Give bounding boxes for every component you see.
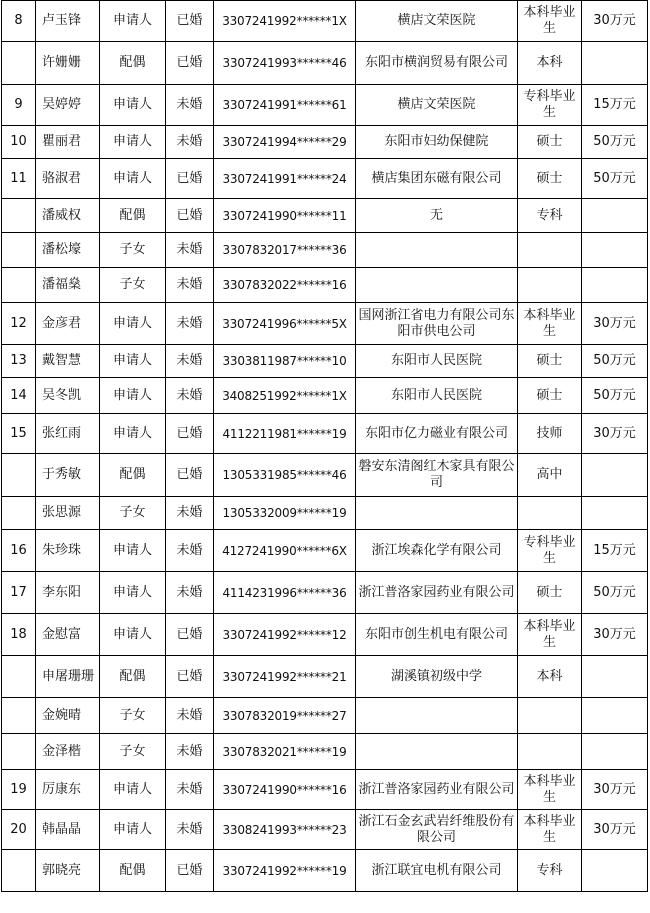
id-number-cell: 3307832017******36 <box>214 233 356 268</box>
work-unit-cell: 横店文荣医院 <box>356 85 518 126</box>
education-cell <box>518 734 582 770</box>
marital-status-cell: 已婚 <box>166 454 214 497</box>
id-number-cell: 3308241993******23 <box>214 810 356 850</box>
row-number-cell: 17 <box>2 572 36 614</box>
education-cell: 硕士 <box>518 126 582 159</box>
education-cell: 本科毕业生 <box>518 303 582 345</box>
id-number-cell: 3307241991******24 <box>214 159 356 199</box>
subsidy-amount-cell <box>582 199 648 233</box>
name-cell: 金泽楷 <box>36 734 100 770</box>
id-number-cell: 3307241990******11 <box>214 199 356 233</box>
table-row <box>2 698 648 734</box>
row-number-cell: 9 <box>2 85 36 126</box>
table-row <box>2 233 648 268</box>
table-row <box>2 572 648 614</box>
row-number-cell: 15 <box>2 414 36 454</box>
row-number-cell <box>2 199 36 233</box>
subsidy-amount-cell <box>582 497 648 530</box>
name-cell: 申屠珊珊 <box>36 656 100 698</box>
id-number-cell: 3307241996******5X <box>214 303 356 345</box>
row-number-cell: 11 <box>2 159 36 199</box>
relation-cell: 子女 <box>100 268 166 303</box>
relation-cell: 配偶 <box>100 42 166 85</box>
name-cell: 金慰富 <box>36 614 100 656</box>
subsidy-amount-cell: 30万元 <box>582 810 648 850</box>
id-number-cell: 4114231996******36 <box>214 572 356 614</box>
marital-status-cell: 未婚 <box>166 126 214 159</box>
id-number-cell: 3307241992******21 <box>214 656 356 698</box>
relation-cell: 申请人 <box>100 414 166 454</box>
id-number-cell: 4112211981******19 <box>214 414 356 454</box>
work-unit-cell: 磐安东清阁红木家具有限公司 <box>356 454 518 497</box>
work-unit-cell <box>356 497 518 530</box>
work-unit-cell: 东阳市人民医院 <box>356 345 518 378</box>
table-row <box>2 268 648 303</box>
education-cell: 硕士 <box>518 572 582 614</box>
row-number-cell: 20 <box>2 810 36 850</box>
marital-status-cell: 已婚 <box>166 42 214 85</box>
name-cell: 韩晶晶 <box>36 810 100 850</box>
relation-cell: 子女 <box>100 233 166 268</box>
name-cell: 瞿丽君 <box>36 126 100 159</box>
name-cell: 郭晓亮 <box>36 850 100 892</box>
subsidy-amount-cell: 15万元 <box>582 85 648 126</box>
row-number-cell <box>2 698 36 734</box>
relation-cell: 配偶 <box>100 199 166 233</box>
name-cell: 李东阳 <box>36 572 100 614</box>
table-row <box>2 414 648 454</box>
id-number-cell: 3307241992******1X <box>214 1 356 42</box>
id-number-cell: 1305332009******19 <box>214 497 356 530</box>
marital-status-cell: 已婚 <box>166 656 214 698</box>
name-cell: 张思源 <box>36 497 100 530</box>
row-number-cell: 13 <box>2 345 36 378</box>
id-number-cell: 3307832022******16 <box>214 268 356 303</box>
name-cell: 戴智慧 <box>36 345 100 378</box>
id-number-cell: 3307241992******19 <box>214 850 356 892</box>
education-cell: 本科毕业生 <box>518 770 582 810</box>
id-number-cell: 3307241991******61 <box>214 85 356 126</box>
education-cell: 本科毕业生 <box>518 810 582 850</box>
row-number-cell: 19 <box>2 770 36 810</box>
row-number-cell: 12 <box>2 303 36 345</box>
subsidy-amount-cell: 30万元 <box>582 770 648 810</box>
row-number-cell: 16 <box>2 530 36 572</box>
subsidy-amount-cell <box>582 656 648 698</box>
subsidy-amount-cell <box>582 42 648 85</box>
id-number-cell: 3307241994******29 <box>214 126 356 159</box>
name-cell: 骆淑君 <box>36 159 100 199</box>
row-number-cell: 10 <box>2 126 36 159</box>
name-cell: 许姗姗 <box>36 42 100 85</box>
table-row <box>2 303 648 345</box>
talent-housing-subsidy-table-container <box>1 0 648 892</box>
marital-status-cell: 已婚 <box>166 614 214 656</box>
marital-status-cell: 已婚 <box>166 199 214 233</box>
marital-status-cell: 已婚 <box>166 414 214 454</box>
relation-cell: 子女 <box>100 734 166 770</box>
work-unit-cell <box>356 268 518 303</box>
table-body <box>2 1 648 892</box>
table-row <box>2 497 648 530</box>
marital-status-cell: 未婚 <box>166 530 214 572</box>
row-number-cell <box>2 233 36 268</box>
relation-cell: 申请人 <box>100 126 166 159</box>
row-number-cell: 14 <box>2 378 36 414</box>
row-number-cell <box>2 656 36 698</box>
subsidy-amount-cell: 50万元 <box>582 378 648 414</box>
marital-status-cell: 未婚 <box>166 85 214 126</box>
marital-status-cell: 未婚 <box>166 345 214 378</box>
id-number-cell: 3307832021******19 <box>214 734 356 770</box>
table-row <box>2 378 648 414</box>
subsidy-applicant-table <box>1 0 648 892</box>
marital-status-cell: 已婚 <box>166 850 214 892</box>
id-number-cell: 4127241990******6X <box>214 530 356 572</box>
relation-cell: 申请人 <box>100 378 166 414</box>
subsidy-amount-cell: 30万元 <box>582 303 648 345</box>
subsidy-amount-cell <box>582 850 648 892</box>
education-cell: 本科 <box>518 656 582 698</box>
id-number-cell: 3307241993******46 <box>214 42 356 85</box>
work-unit-cell: 东阳市亿力磁业有限公司 <box>356 414 518 454</box>
work-unit-cell: 横店文荣医院 <box>356 1 518 42</box>
id-number-cell: 3307241992******12 <box>214 614 356 656</box>
subsidy-amount-cell: 50万元 <box>582 159 648 199</box>
education-cell: 技师 <box>518 414 582 454</box>
relation-cell: 申请人 <box>100 572 166 614</box>
subsidy-amount-cell: 50万元 <box>582 126 648 159</box>
marital-status-cell: 未婚 <box>166 303 214 345</box>
table-row <box>2 159 648 199</box>
work-unit-cell: 国网浙江省电力有限公司东阳市供电公司 <box>356 303 518 345</box>
name-cell: 于秀敏 <box>36 454 100 497</box>
marital-status-cell: 未婚 <box>166 378 214 414</box>
id-number-cell: 3408251992******1X <box>214 378 356 414</box>
work-unit-cell: 浙江石金玄武岩纤维股份有限公司 <box>356 810 518 850</box>
education-cell: 专科 <box>518 199 582 233</box>
education-cell <box>518 233 582 268</box>
name-cell: 厉康东 <box>36 770 100 810</box>
name-cell: 潘福燊 <box>36 268 100 303</box>
subsidy-amount-cell: 50万元 <box>582 572 648 614</box>
education-cell: 专科毕业生 <box>518 530 582 572</box>
education-cell: 硕士 <box>518 159 582 199</box>
education-cell <box>518 698 582 734</box>
name-cell: 吴婷婷 <box>36 85 100 126</box>
row-number-cell <box>2 42 36 85</box>
work-unit-cell: 东阳市人民医院 <box>356 378 518 414</box>
table-row <box>2 656 648 698</box>
name-cell: 金婉晴 <box>36 698 100 734</box>
education-cell: 硕士 <box>518 345 582 378</box>
work-unit-cell: 浙江联宜电机有限公司 <box>356 850 518 892</box>
row-number-cell <box>2 497 36 530</box>
work-unit-cell: 横店集团东磁有限公司 <box>356 159 518 199</box>
marital-status-cell: 未婚 <box>166 572 214 614</box>
marital-status-cell: 已婚 <box>166 1 214 42</box>
education-cell <box>518 497 582 530</box>
table-row <box>2 199 648 233</box>
table-row <box>2 810 648 850</box>
relation-cell: 申请人 <box>100 159 166 199</box>
name-cell: 朱珍珠 <box>36 530 100 572</box>
marital-status-cell: 未婚 <box>166 770 214 810</box>
education-cell <box>518 268 582 303</box>
relation-cell: 子女 <box>100 497 166 530</box>
table-row <box>2 345 648 378</box>
subsidy-amount-cell <box>582 734 648 770</box>
row-number-cell <box>2 734 36 770</box>
work-unit-cell: 无 <box>356 199 518 233</box>
work-unit-cell: 浙江埃森化学有限公司 <box>356 530 518 572</box>
marital-status-cell: 未婚 <box>166 233 214 268</box>
name-cell: 潘松壕 <box>36 233 100 268</box>
education-cell: 本科 <box>518 42 582 85</box>
subsidy-amount-cell <box>582 698 648 734</box>
education-cell: 专科 <box>518 850 582 892</box>
education-cell: 本科毕业生 <box>518 614 582 656</box>
relation-cell: 配偶 <box>100 454 166 497</box>
name-cell: 吴冬凯 <box>36 378 100 414</box>
marital-status-cell: 未婚 <box>166 734 214 770</box>
table-row <box>2 85 648 126</box>
id-number-cell: 3307832019******27 <box>214 698 356 734</box>
row-number-cell <box>2 268 36 303</box>
row-number-cell: 8 <box>2 1 36 42</box>
work-unit-cell: 湖溪镇初级中学 <box>356 656 518 698</box>
marital-status-cell: 未婚 <box>166 810 214 850</box>
relation-cell: 配偶 <box>100 656 166 698</box>
work-unit-cell: 东阳市横润贸易有限公司 <box>356 42 518 85</box>
table-row <box>2 614 648 656</box>
table-row <box>2 850 648 892</box>
subsidy-amount-cell <box>582 268 648 303</box>
name-cell: 张红雨 <box>36 414 100 454</box>
relation-cell: 子女 <box>100 698 166 734</box>
table-row <box>2 770 648 810</box>
work-unit-cell: 东阳市妇幼保健院 <box>356 126 518 159</box>
subsidy-amount-cell: 30万元 <box>582 614 648 656</box>
row-number-cell: 18 <box>2 614 36 656</box>
table-row <box>2 454 648 497</box>
work-unit-cell: 浙江普洛家园药业有限公司 <box>356 770 518 810</box>
subsidy-amount-cell <box>582 454 648 497</box>
id-number-cell: 3303811987******10 <box>214 345 356 378</box>
marital-status-cell: 未婚 <box>166 698 214 734</box>
id-number-cell: 1305331985******46 <box>214 454 356 497</box>
table-row <box>2 734 648 770</box>
name-cell: 金彦君 <box>36 303 100 345</box>
id-number-cell: 3307241990******16 <box>214 770 356 810</box>
table-row <box>2 530 648 572</box>
education-cell: 高中 <box>518 454 582 497</box>
subsidy-amount-cell: 15万元 <box>582 530 648 572</box>
relation-cell: 申请人 <box>100 85 166 126</box>
subsidy-amount-cell: 30万元 <box>582 414 648 454</box>
row-number-cell <box>2 454 36 497</box>
relation-cell: 申请人 <box>100 614 166 656</box>
relation-cell: 申请人 <box>100 303 166 345</box>
subsidy-amount-cell: 30万元 <box>582 1 648 42</box>
relation-cell: 申请人 <box>100 530 166 572</box>
relation-cell: 配偶 <box>100 850 166 892</box>
work-unit-cell: 东阳市创生机电有限公司 <box>356 614 518 656</box>
name-cell: 潘威权 <box>36 199 100 233</box>
work-unit-cell <box>356 233 518 268</box>
table-row <box>2 42 648 85</box>
work-unit-cell <box>356 734 518 770</box>
marital-status-cell: 未婚 <box>166 497 214 530</box>
name-cell: 卢玉锋 <box>36 1 100 42</box>
table-row <box>2 126 648 159</box>
row-number-cell <box>2 850 36 892</box>
marital-status-cell: 已婚 <box>166 159 214 199</box>
marital-status-cell: 未婚 <box>166 268 214 303</box>
education-cell: 本科毕业生 <box>518 1 582 42</box>
education-cell: 硕士 <box>518 378 582 414</box>
subsidy-amount-cell <box>582 233 648 268</box>
work-unit-cell: 浙江普洛家园药业有限公司 <box>356 572 518 614</box>
education-cell: 专科毕业生 <box>518 85 582 126</box>
relation-cell: 申请人 <box>100 345 166 378</box>
subsidy-amount-cell: 50万元 <box>582 345 648 378</box>
work-unit-cell <box>356 698 518 734</box>
relation-cell: 申请人 <box>100 1 166 42</box>
relation-cell: 申请人 <box>100 810 166 850</box>
relation-cell: 申请人 <box>100 770 166 810</box>
table-row <box>2 1 648 42</box>
